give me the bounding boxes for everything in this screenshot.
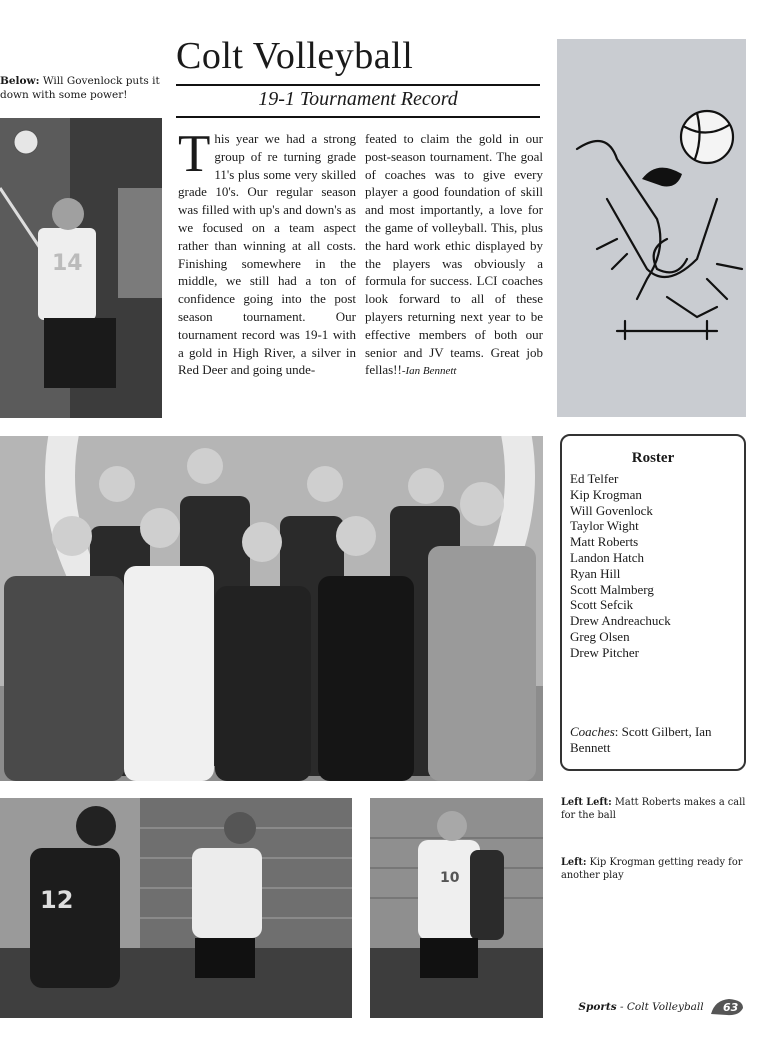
caption-left-label: Left: — [561, 857, 587, 868]
caption-left-left-text: Matt Roberts makes a call for the ball — [561, 797, 746, 822]
article-signature: -Ian Bennett — [401, 365, 457, 378]
spike-photo — [0, 118, 162, 418]
page-title: Colt Volleyball — [176, 35, 414, 77]
page-subtitle: 19-1 Tournament Record — [258, 88, 458, 110]
page-footer — [578, 996, 745, 1018]
article-text-2: feated to claim the gold in our post-season tournament. The goal of coaches was to give every player a good foundation of skill and most importantly, a love for the game of volleyball. This, plus the hard work ethic displayed by the players was obviously a formula for success. LCI coaches look forward to all of these players returning next year to be effective members of both our senior and JV teams. Great job fellas!! — [365, 131, 543, 378]
article-text-1: his year we had a strong group of re turning grade 11's plus some very skilled grade 10's. Our regular season was filled with up's and down's as we focused on a team aspect rather than winning at all costs. Finishing somewhere in the middle, we still had a ton of confidence going into the post season tournament. Our tournament record was 19-1 with a gold in High River, a silver in Red Deer and going unde- — [178, 131, 356, 378]
article-column-1 — [178, 125, 356, 379]
roster-player: Will Govenlock — [570, 502, 653, 518]
roster-player: Scott Sefcik — [570, 597, 634, 613]
roster-title: Roster — [631, 450, 675, 466]
coaches-label: Coaches — [570, 724, 615, 739]
coaches-names: : Scott Gilbert, Ian Bennett — [570, 724, 712, 755]
spike-photo-caption — [0, 74, 170, 102]
roster-player: Ryan Hill — [570, 565, 621, 581]
roster-player: Ed Telfer — [570, 471, 619, 486]
jersey-number-spike: 14 — [52, 251, 83, 276]
roster-player: Landon Hatch — [570, 549, 645, 565]
volleyball-cartoon — [557, 39, 746, 417]
title-rule-top — [176, 84, 540, 86]
roster-player: Drew Pitcher — [570, 644, 639, 660]
roster-player: Drew Andreachuck — [570, 613, 671, 629]
caption-text: Will Govenlock puts it down with some power! — [0, 75, 160, 102]
roster-player: Greg Olsen — [570, 628, 630, 644]
roster-box — [560, 434, 746, 771]
article-column-2 — [365, 130, 543, 381]
team-photo — [0, 436, 543, 781]
title-rule-bottom — [176, 116, 540, 118]
jersey-number-left: 12 — [40, 886, 74, 914]
roster-list — [570, 471, 736, 661]
bottom-left-photo — [0, 798, 352, 1018]
roster-player: Taylor Wight — [570, 518, 639, 534]
caption-left-left-label: Left Left: — [561, 797, 612, 808]
footer-text: - Colt Volleyball — [616, 1001, 704, 1013]
caption-label: Below: — [0, 75, 40, 87]
page-number: 63 — [723, 1001, 739, 1014]
footer-section: Sports — [578, 1001, 617, 1013]
roster-player: Matt Roberts — [570, 534, 639, 550]
jersey-number-right: 10 — [440, 870, 460, 886]
coaches-line — [570, 724, 744, 756]
drop-cap: T — [178, 125, 211, 183]
roster-player: Scott Malmberg — [570, 581, 654, 597]
page-number-badge — [709, 996, 745, 1018]
bottom-middle-photo — [370, 798, 543, 1018]
caption-left-text: Kip Krogman getting ready for another play — [561, 857, 743, 882]
roster-player: Kip Krogman — [570, 486, 642, 502]
caption-left-left — [561, 796, 751, 822]
caption-left — [561, 856, 751, 882]
